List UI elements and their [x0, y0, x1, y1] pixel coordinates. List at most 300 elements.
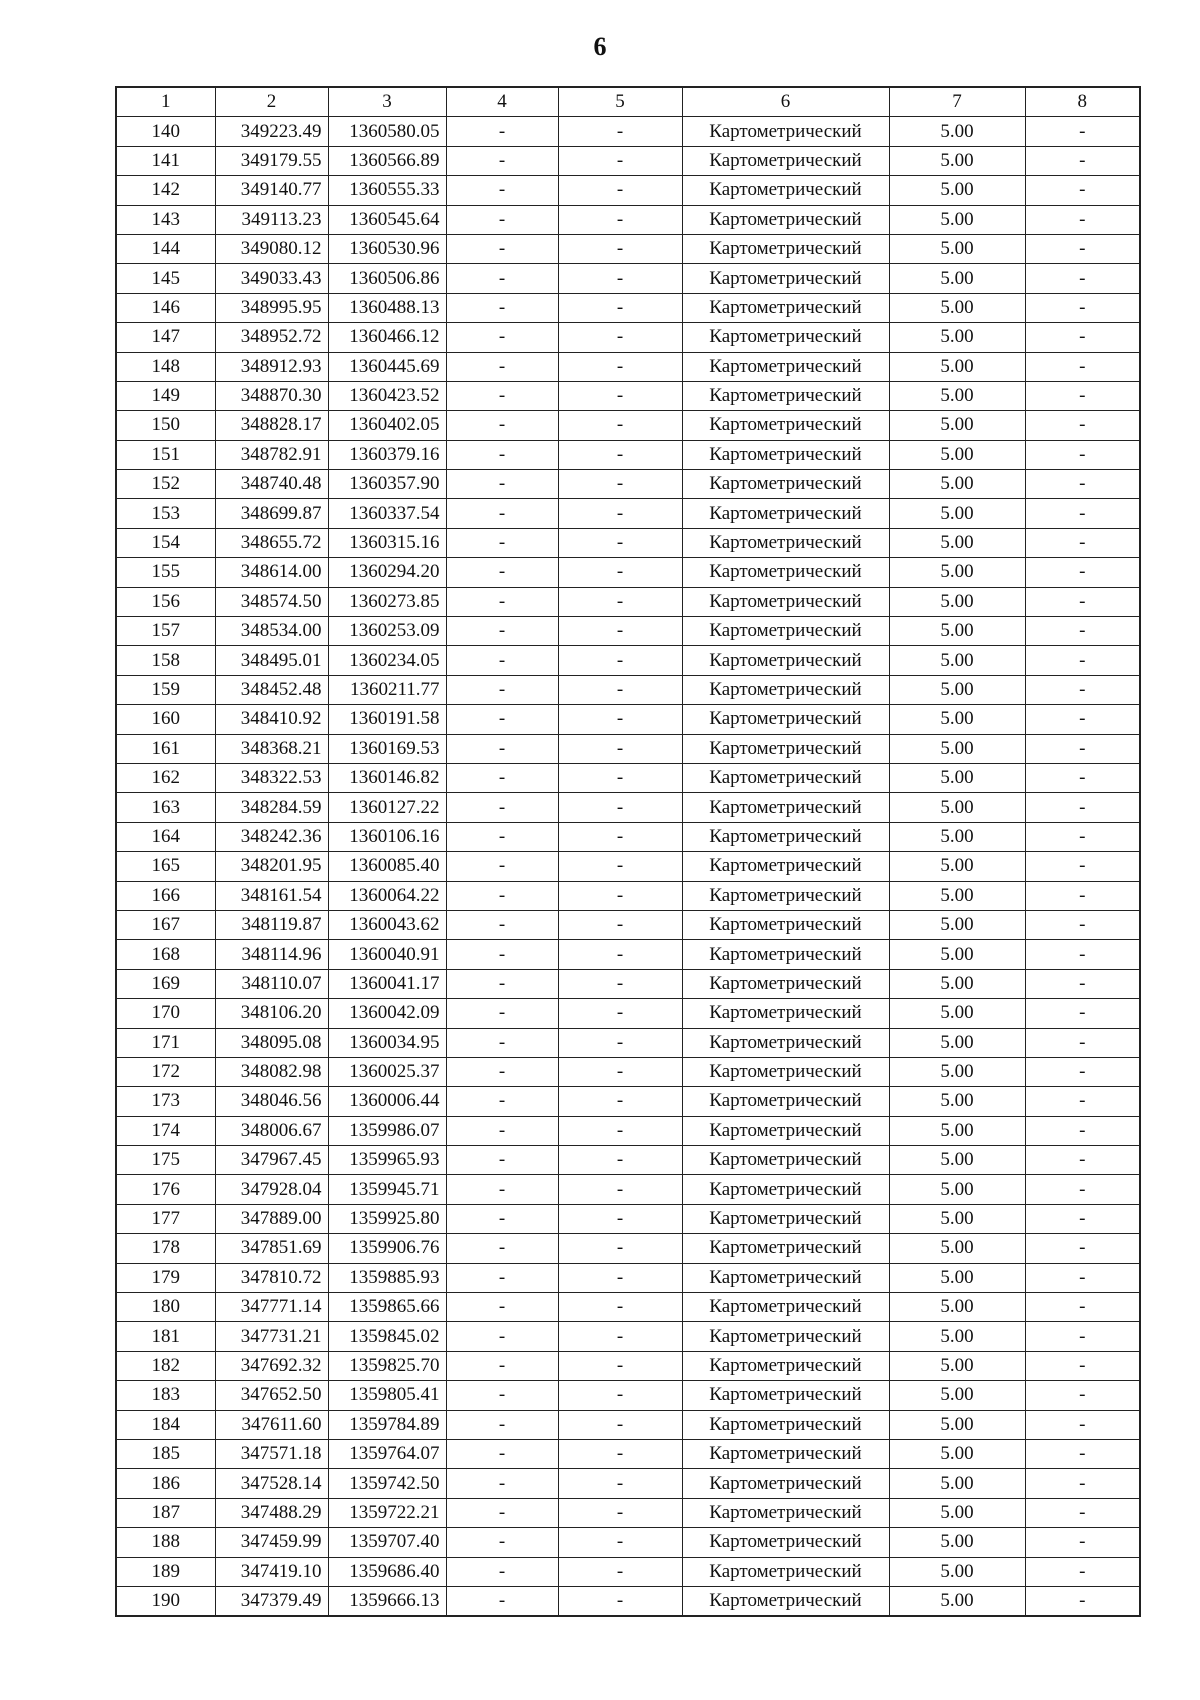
cell-accuracy: 5.00 — [889, 617, 1025, 646]
cell-accuracy: 5.00 — [889, 1410, 1025, 1439]
cell-col-4: - — [446, 528, 558, 557]
cell-col-8: - — [1025, 910, 1140, 939]
table-row — [116, 1381, 1140, 1410]
cell-col-8: - — [1025, 323, 1140, 352]
cell-accuracy: 5.00 — [889, 558, 1025, 587]
cell-point-number: 189 — [116, 1557, 215, 1586]
cell-col-5: - — [558, 1439, 682, 1468]
cell-coord-x: 348952.72 — [215, 323, 328, 352]
cell-method: Картометрический — [682, 528, 889, 557]
cell-method: Картометрический — [682, 1439, 889, 1468]
cell-method: Картометрический — [682, 763, 889, 792]
cell-col-5: - — [558, 1381, 682, 1410]
cell-coord-x: 348368.21 — [215, 734, 328, 763]
cell-col-5: - — [558, 264, 682, 293]
cell-point-number: 184 — [116, 1410, 215, 1439]
cell-method: Картометрический — [682, 411, 889, 440]
cell-accuracy: 5.00 — [889, 1146, 1025, 1175]
cell-accuracy: 5.00 — [889, 381, 1025, 410]
cell-accuracy: 5.00 — [889, 1234, 1025, 1263]
cell-point-number: 158 — [116, 646, 215, 675]
cell-col-4: - — [446, 1116, 558, 1145]
cell-col-4: - — [446, 969, 558, 998]
table-row — [116, 822, 1140, 851]
cell-method: Картометрический — [682, 999, 889, 1028]
cell-coord-x: 348095.08 — [215, 1028, 328, 1057]
table-row — [116, 734, 1140, 763]
table-row — [116, 1322, 1140, 1351]
cell-col-5: - — [558, 881, 682, 910]
cell-coord-y: 1360234.05 — [328, 646, 446, 675]
table-row — [116, 1028, 1140, 1057]
cell-coord-y: 1360580.05 — [328, 117, 446, 146]
cell-col-8: - — [1025, 822, 1140, 851]
cell-coord-x: 348495.01 — [215, 646, 328, 675]
cell-accuracy: 5.00 — [889, 1175, 1025, 1204]
cell-method: Картометрический — [682, 1469, 889, 1498]
cell-method: Картометрический — [682, 617, 889, 646]
cell-coord-y: 1359925.80 — [328, 1204, 446, 1233]
cell-col-8: - — [1025, 234, 1140, 263]
cell-method: Картометрический — [682, 234, 889, 263]
cell-accuracy: 5.00 — [889, 734, 1025, 763]
cell-method: Картометрический — [682, 1146, 889, 1175]
cell-method: Картометрический — [682, 910, 889, 939]
cell-col-8: - — [1025, 352, 1140, 381]
cell-col-4: - — [446, 646, 558, 675]
cell-col-5: - — [558, 1498, 682, 1527]
cell-coord-x: 347488.29 — [215, 1498, 328, 1527]
cell-point-number: 142 — [116, 176, 215, 205]
cell-coord-y: 1360379.16 — [328, 440, 446, 469]
cell-point-number: 168 — [116, 940, 215, 969]
cell-col-8: - — [1025, 1351, 1140, 1380]
cell-point-number: 172 — [116, 1057, 215, 1086]
cell-col-4: - — [446, 705, 558, 734]
cell-point-number: 176 — [116, 1175, 215, 1204]
table-row — [116, 381, 1140, 410]
cell-coord-y: 1359784.89 — [328, 1410, 446, 1439]
cell-coord-y: 1360273.85 — [328, 587, 446, 616]
cell-col-8: - — [1025, 1322, 1140, 1351]
cell-col-5: - — [558, 675, 682, 704]
cell-col-4: - — [446, 146, 558, 175]
table-row — [116, 1116, 1140, 1145]
cell-method: Картометрический — [682, 587, 889, 616]
cell-coord-x: 348995.95 — [215, 293, 328, 322]
cell-col-8: - — [1025, 852, 1140, 881]
cell-accuracy: 5.00 — [889, 440, 1025, 469]
cell-coord-x: 347459.99 — [215, 1528, 328, 1557]
cell-point-number: 151 — [116, 440, 215, 469]
cell-col-5: - — [558, 999, 682, 1028]
table-body — [116, 117, 1140, 1616]
cell-coord-y: 1359722.21 — [328, 1498, 446, 1527]
cell-method: Картометрический — [682, 499, 889, 528]
cell-coord-y: 1360423.52 — [328, 381, 446, 410]
cell-col-5: - — [558, 323, 682, 352]
cell-accuracy: 5.00 — [889, 587, 1025, 616]
table-row — [116, 1351, 1140, 1380]
cell-method: Картометрический — [682, 793, 889, 822]
cell-coord-x: 349179.55 — [215, 146, 328, 175]
table-row — [116, 1263, 1140, 1292]
table-row — [116, 146, 1140, 175]
cell-col-8: - — [1025, 499, 1140, 528]
cell-point-number: 147 — [116, 323, 215, 352]
cell-col-4: - — [446, 881, 558, 910]
cell-method: Картометрический — [682, 852, 889, 881]
cell-col-8: - — [1025, 381, 1140, 410]
coordinates-table-container — [115, 86, 1139, 1617]
table-row — [116, 1234, 1140, 1263]
cell-col-4: - — [446, 1351, 558, 1380]
cell-point-number: 169 — [116, 969, 215, 998]
cell-coord-x: 348870.30 — [215, 381, 328, 410]
cell-col-8: - — [1025, 411, 1140, 440]
cell-point-number: 160 — [116, 705, 215, 734]
cell-coord-x: 348201.95 — [215, 852, 328, 881]
cell-point-number: 152 — [116, 470, 215, 499]
cell-col-5: - — [558, 440, 682, 469]
cell-point-number: 145 — [116, 264, 215, 293]
cell-coord-x: 347611.60 — [215, 1410, 328, 1439]
table-row — [116, 587, 1140, 616]
cell-point-number: 173 — [116, 1087, 215, 1116]
table-row — [116, 323, 1140, 352]
cell-coord-y: 1359945.71 — [328, 1175, 446, 1204]
cell-coord-x: 348046.56 — [215, 1087, 328, 1116]
cell-point-number: 146 — [116, 293, 215, 322]
cell-method: Картометрический — [682, 205, 889, 234]
cell-method: Картометрический — [682, 1322, 889, 1351]
cell-coord-y: 1360034.95 — [328, 1028, 446, 1057]
cell-accuracy: 5.00 — [889, 1469, 1025, 1498]
cell-coord-y: 1360191.58 — [328, 705, 446, 734]
cell-col-8: - — [1025, 1381, 1140, 1410]
cell-point-number: 167 — [116, 910, 215, 939]
cell-col-8: - — [1025, 1439, 1140, 1468]
cell-point-number: 171 — [116, 1028, 215, 1057]
cell-coord-y: 1360445.69 — [328, 352, 446, 381]
cell-coord-x: 348106.20 — [215, 999, 328, 1028]
cell-col-8: - — [1025, 1057, 1140, 1086]
cell-accuracy: 5.00 — [889, 205, 1025, 234]
cell-col-8: - — [1025, 1498, 1140, 1527]
cell-col-4: - — [446, 470, 558, 499]
table-row — [116, 499, 1140, 528]
cell-method: Картометрический — [682, 1204, 889, 1233]
cell-point-number: 181 — [116, 1322, 215, 1351]
cell-method: Картометрический — [682, 293, 889, 322]
cell-col-8: - — [1025, 176, 1140, 205]
cell-method: Картометрический — [682, 1351, 889, 1380]
cell-accuracy: 5.00 — [889, 675, 1025, 704]
cell-col-4: - — [446, 558, 558, 587]
table-row — [116, 646, 1140, 675]
cell-col-8: - — [1025, 1557, 1140, 1586]
cell-col-4: - — [446, 1557, 558, 1586]
cell-method: Картометрический — [682, 822, 889, 851]
cell-coord-y: 1360064.22 — [328, 881, 446, 910]
table-row — [116, 617, 1140, 646]
cell-col-8: - — [1025, 1175, 1140, 1204]
cell-point-number: 155 — [116, 558, 215, 587]
cell-col-8: - — [1025, 793, 1140, 822]
cell-accuracy: 5.00 — [889, 264, 1025, 293]
cell-col-4: - — [446, 1498, 558, 1527]
table-row — [116, 999, 1140, 1028]
cell-coord-y: 1360146.82 — [328, 763, 446, 792]
cell-point-number: 161 — [116, 734, 215, 763]
cell-accuracy: 5.00 — [889, 470, 1025, 499]
cell-col-8: - — [1025, 881, 1140, 910]
cell-accuracy: 5.00 — [889, 999, 1025, 1028]
cell-coord-x: 348119.87 — [215, 910, 328, 939]
cell-col-5: - — [558, 1322, 682, 1351]
cell-col-5: - — [558, 1234, 682, 1263]
cell-coord-x: 349080.12 — [215, 234, 328, 263]
table-row — [116, 205, 1140, 234]
cell-accuracy: 5.00 — [889, 646, 1025, 675]
cell-col-4: - — [446, 1146, 558, 1175]
cell-accuracy: 5.00 — [889, 1028, 1025, 1057]
cell-method: Картометрический — [682, 558, 889, 587]
cell-accuracy: 5.00 — [889, 411, 1025, 440]
cell-point-number: 165 — [116, 852, 215, 881]
cell-coord-y: 1360555.33 — [328, 176, 446, 205]
table-row — [116, 852, 1140, 881]
cell-method: Картометрический — [682, 1557, 889, 1586]
cell-col-8: - — [1025, 1204, 1140, 1233]
column-header-2: 2 — [215, 87, 328, 117]
cell-point-number: 148 — [116, 352, 215, 381]
cell-col-5: - — [558, 1586, 682, 1616]
cell-col-5: - — [558, 146, 682, 175]
table-row — [116, 1469, 1140, 1498]
cell-coord-x: 347731.21 — [215, 1322, 328, 1351]
cell-accuracy: 5.00 — [889, 969, 1025, 998]
cell-accuracy: 5.00 — [889, 1116, 1025, 1145]
cell-coord-y: 1360566.89 — [328, 146, 446, 175]
cell-coord-y: 1359825.70 — [328, 1351, 446, 1380]
cell-col-5: - — [558, 1293, 682, 1322]
cell-col-8: - — [1025, 470, 1140, 499]
cell-col-8: - — [1025, 646, 1140, 675]
cell-coord-y: 1360041.17 — [328, 969, 446, 998]
cell-col-8: - — [1025, 1087, 1140, 1116]
cell-accuracy: 5.00 — [889, 323, 1025, 352]
cell-coord-y: 1360315.16 — [328, 528, 446, 557]
cell-accuracy: 5.00 — [889, 1263, 1025, 1292]
cell-point-number: 183 — [116, 1381, 215, 1410]
cell-accuracy: 5.00 — [889, 1293, 1025, 1322]
cell-col-4: - — [446, 499, 558, 528]
cell-method: Картометрический — [682, 969, 889, 998]
cell-point-number: 174 — [116, 1116, 215, 1145]
table-row — [116, 1175, 1140, 1204]
cell-point-number: 164 — [116, 822, 215, 851]
cell-col-4: - — [446, 117, 558, 146]
cell-col-8: - — [1025, 763, 1140, 792]
cell-coord-y: 1360169.53 — [328, 734, 446, 763]
cell-col-4: - — [446, 1087, 558, 1116]
cell-coord-y: 1359805.41 — [328, 1381, 446, 1410]
cell-coord-y: 1360506.86 — [328, 264, 446, 293]
cell-accuracy: 5.00 — [889, 852, 1025, 881]
cell-method: Картометрический — [682, 352, 889, 381]
cell-coord-x: 348114.96 — [215, 940, 328, 969]
cell-method: Картометрический — [682, 1381, 889, 1410]
cell-coord-y: 1360043.62 — [328, 910, 446, 939]
cell-col-4: - — [446, 1439, 558, 1468]
cell-col-4: - — [446, 1293, 558, 1322]
cell-point-number: 182 — [116, 1351, 215, 1380]
cell-method: Картометрический — [682, 381, 889, 410]
cell-col-8: - — [1025, 146, 1140, 175]
cell-col-5: - — [558, 352, 682, 381]
cell-col-5: - — [558, 117, 682, 146]
cell-col-4: - — [446, 940, 558, 969]
cell-col-8: - — [1025, 558, 1140, 587]
cell-col-4: - — [446, 617, 558, 646]
cell-accuracy: 5.00 — [889, 705, 1025, 734]
cell-col-8: - — [1025, 617, 1140, 646]
cell-coord-x: 348782.91 — [215, 440, 328, 469]
cell-coord-y: 1360488.13 — [328, 293, 446, 322]
cell-col-8: - — [1025, 1586, 1140, 1616]
cell-col-5: - — [558, 793, 682, 822]
cell-col-4: - — [446, 352, 558, 381]
cell-col-5: - — [558, 205, 682, 234]
cell-col-5: - — [558, 470, 682, 499]
cell-method: Картометрический — [682, 1263, 889, 1292]
cell-coord-x: 347652.50 — [215, 1381, 328, 1410]
cell-accuracy: 5.00 — [889, 881, 1025, 910]
cell-coord-y: 1360085.40 — [328, 852, 446, 881]
cell-col-5: - — [558, 176, 682, 205]
cell-col-4: - — [446, 1469, 558, 1498]
cell-col-5: - — [558, 1351, 682, 1380]
table-row — [116, 117, 1140, 146]
cell-accuracy: 5.00 — [889, 822, 1025, 851]
cell-col-4: - — [446, 1322, 558, 1351]
cell-coord-y: 1360042.09 — [328, 999, 446, 1028]
table-row — [116, 1087, 1140, 1116]
cell-col-5: - — [558, 1469, 682, 1498]
table-row — [116, 1586, 1140, 1616]
cell-point-number: 186 — [116, 1469, 215, 1498]
cell-coord-x: 348574.50 — [215, 587, 328, 616]
cell-coord-y: 1359845.02 — [328, 1322, 446, 1351]
cell-col-5: - — [558, 1410, 682, 1439]
cell-accuracy: 5.00 — [889, 1322, 1025, 1351]
cell-col-4: - — [446, 411, 558, 440]
cell-coord-y: 1359865.66 — [328, 1293, 446, 1322]
column-header-5: 5 — [558, 87, 682, 117]
cell-accuracy: 5.00 — [889, 499, 1025, 528]
cell-accuracy: 5.00 — [889, 1057, 1025, 1086]
cell-point-number: 154 — [116, 528, 215, 557]
cell-coord-x: 347810.72 — [215, 1263, 328, 1292]
cell-coord-y: 1360357.90 — [328, 470, 446, 499]
cell-coord-x: 347889.00 — [215, 1204, 328, 1233]
table-row — [116, 940, 1140, 969]
cell-method: Картометрический — [682, 1293, 889, 1322]
cell-coord-x: 347692.32 — [215, 1351, 328, 1380]
cell-col-8: - — [1025, 1410, 1140, 1439]
table-row — [116, 881, 1140, 910]
cell-point-number: 187 — [116, 1498, 215, 1527]
cell-point-number: 163 — [116, 793, 215, 822]
cell-col-5: - — [558, 411, 682, 440]
cell-point-number: 180 — [116, 1293, 215, 1322]
cell-col-8: - — [1025, 117, 1140, 146]
cell-coord-x: 348614.00 — [215, 558, 328, 587]
cell-col-8: - — [1025, 528, 1140, 557]
cell-coord-y: 1359885.93 — [328, 1263, 446, 1292]
table-row — [116, 1410, 1140, 1439]
cell-coord-x: 347419.10 — [215, 1557, 328, 1586]
table-row — [116, 234, 1140, 263]
cell-col-5: - — [558, 1263, 682, 1292]
cell-accuracy: 5.00 — [889, 234, 1025, 263]
cell-method: Картометрический — [682, 146, 889, 175]
cell-col-4: - — [446, 763, 558, 792]
table-row — [116, 528, 1140, 557]
cell-point-number: 156 — [116, 587, 215, 616]
cell-coord-x: 348006.67 — [215, 1116, 328, 1145]
cell-col-5: - — [558, 558, 682, 587]
cell-col-4: - — [446, 1175, 558, 1204]
cell-coord-x: 347771.14 — [215, 1293, 328, 1322]
cell-col-8: - — [1025, 293, 1140, 322]
cell-col-4: - — [446, 852, 558, 881]
cell-coord-x: 348452.48 — [215, 675, 328, 704]
cell-method: Картометрический — [682, 1087, 889, 1116]
cell-coord-y: 1359986.07 — [328, 1116, 446, 1145]
cell-col-4: - — [446, 910, 558, 939]
cell-coord-x: 348284.59 — [215, 793, 328, 822]
cell-col-8: - — [1025, 940, 1140, 969]
cell-coord-x: 348082.98 — [215, 1057, 328, 1086]
cell-col-5: - — [558, 1557, 682, 1586]
cell-col-5: - — [558, 617, 682, 646]
cell-col-4: - — [446, 1586, 558, 1616]
cell-col-5: - — [558, 1116, 682, 1145]
cell-col-4: - — [446, 1204, 558, 1233]
cell-method: Картометрический — [682, 1175, 889, 1204]
table-row — [116, 176, 1140, 205]
cell-accuracy: 5.00 — [889, 1586, 1025, 1616]
cell-coord-x: 348410.92 — [215, 705, 328, 734]
cell-coord-y: 1360040.91 — [328, 940, 446, 969]
cell-col-8: - — [1025, 440, 1140, 469]
cell-coord-x: 348110.07 — [215, 969, 328, 998]
cell-coord-x: 349140.77 — [215, 176, 328, 205]
cell-col-5: - — [558, 1175, 682, 1204]
cell-col-4: - — [446, 381, 558, 410]
cell-point-number: 153 — [116, 499, 215, 528]
cell-col-5: - — [558, 1057, 682, 1086]
cell-point-number: 179 — [116, 1263, 215, 1292]
cell-col-4: - — [446, 205, 558, 234]
cell-col-5: - — [558, 969, 682, 998]
cell-col-5: - — [558, 234, 682, 263]
cell-col-4: - — [446, 734, 558, 763]
cell-point-number: 177 — [116, 1204, 215, 1233]
cell-col-8: - — [1025, 1528, 1140, 1557]
